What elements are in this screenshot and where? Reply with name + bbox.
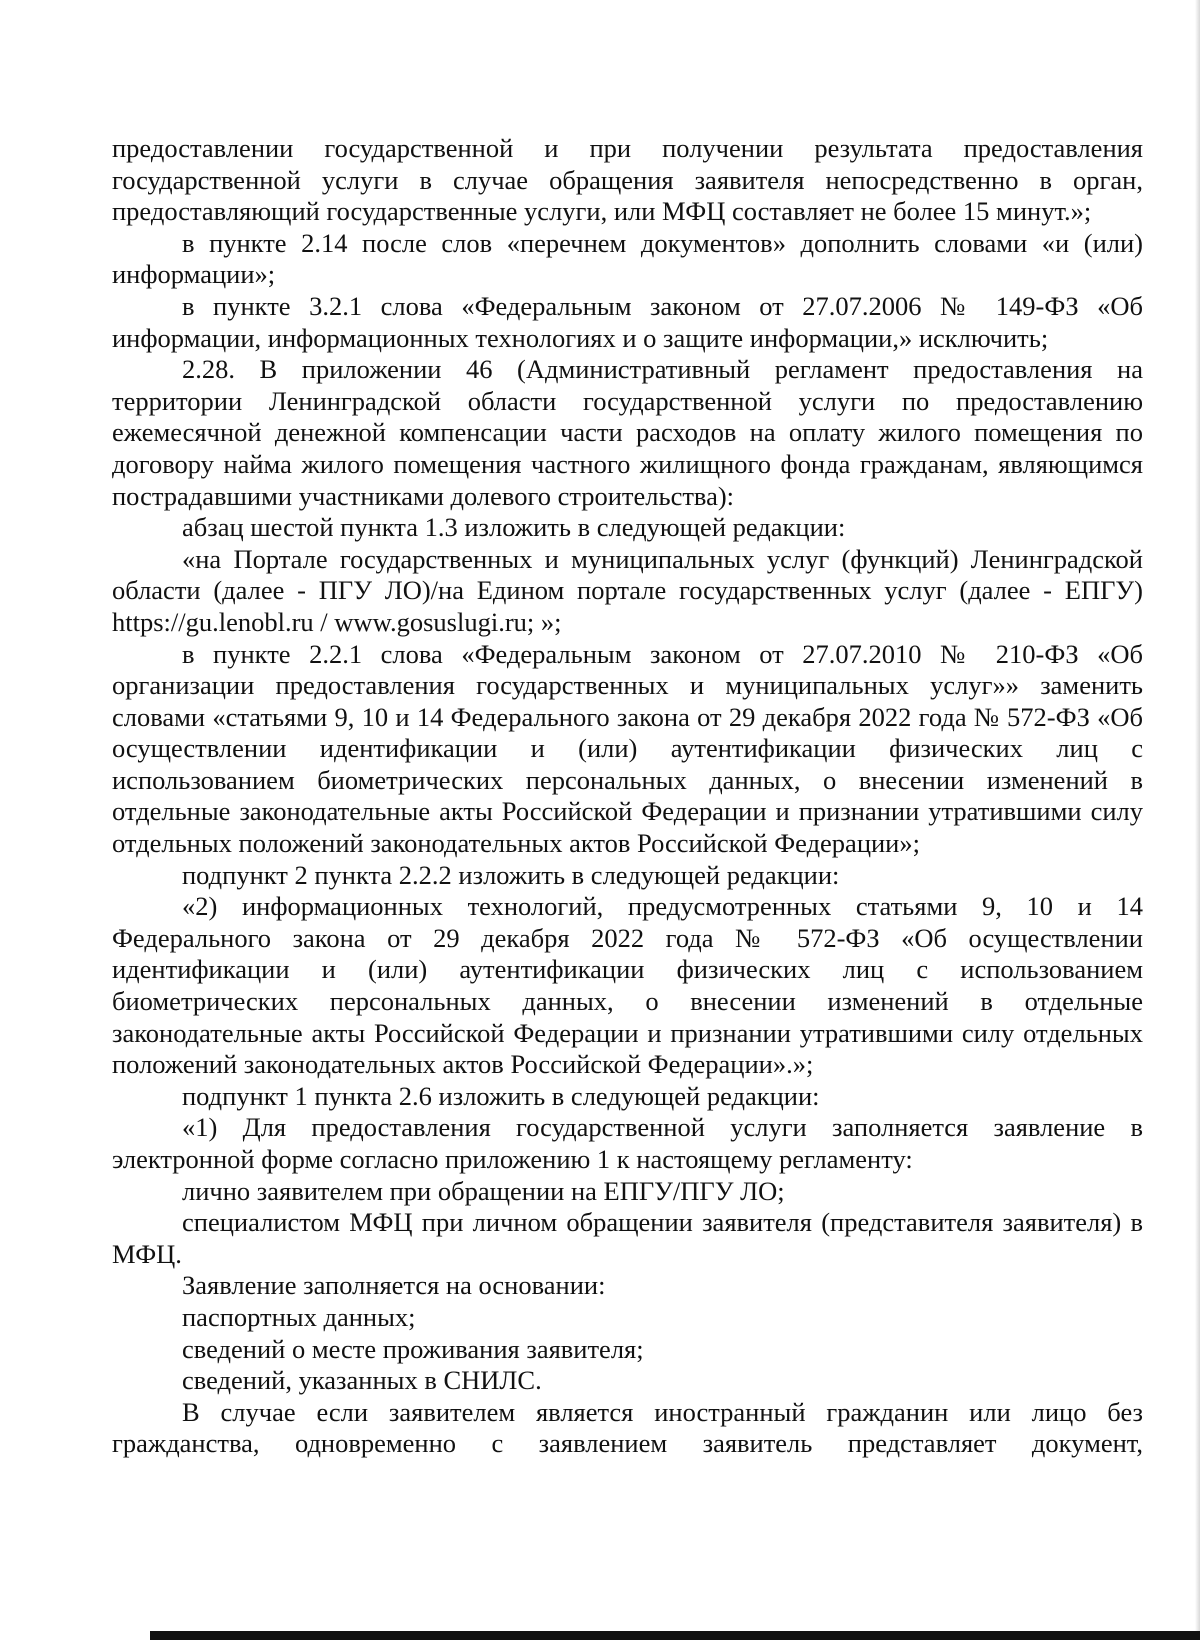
paragraph-item-2-6-text: «1) Для предоставления государственной услуги заполняется заявление в электронной форме согласно приложению 1 к настоящему регламенту: — [112, 1112, 1143, 1174]
paragraph-foreign-citizen: В случае если заявителем является иностранный гражданин или лицо без гражданства, одновременно с заявлением заявитель представляет документ, — [112, 1396, 1143, 1459]
paragraph-portal-wording: «на Портале государственных и муниципальных услуг (функций) Ленинградской области (далее - ПГУ ЛО)/на Едином портале государственных услуг (далее - ЕПГУ) https://gu.lenobl.ru / www.gosuslugi.ru; »; — [112, 543, 1143, 637]
paragraph-basis-heading: Заявление заполняется на основании: — [182, 1270, 606, 1301]
paragraph-annex-46: 2.28. В приложении 46 (Административный регламент предоставления на территории Ленинградской области государственной услуги по предоставлению ежемесячной денежной компенсации части расходов на оплату жилого помещения по договору найма жилого помещения частного жилищного фонда гражданам, являющимся пострадавшими участниками долевого строительства): — [112, 354, 1143, 511]
scan-edge-right — [1195, 0, 1200, 1640]
paragraph-basis-snils: сведений, указанных в СНИЛС. — [182, 1365, 542, 1396]
paragraph-item-2-2-1: в пункте 2.2.1 слова «Федеральным законом от 27.07.2010 № 210-ФЗ «Об организации предоставления государственных и муниципальных услуг»» заменить словами «статьями 9, 10 и 14 Федерального закона от 29 декабря 2022 года № 572-ФЗ «Об осуществлении идентификации и (или) аутентификации физических лиц с использованием биометрических персональных данных, о внесении изменений в отдельные законодательные акты Российской Федерации и признании утратившими силу отдельных положений законодательных актов Российской Федерации»; — [112, 638, 1143, 859]
paragraph-continued-time-limit: предоставлении государственной и при получении результата предоставления государственной услуги в случае обращения заявителя непосредственно в орган, предоставляющий государственные услуги, или МФЦ составляет не более 15 минут.»; — [112, 133, 1143, 227]
paragraph-item-3-2-1: в пункте 3.2.1 слова «Федеральным законом от 27.07.2006 № 149-ФЗ «Об информации, информационных технологиях и о защите информации,» исключить; — [112, 290, 1143, 353]
paragraph-item-1-3-intro: абзац шестой пункта 1.3 изложить в следующей редакции: — [182, 512, 846, 543]
scan-edge-bottom — [150, 1631, 1200, 1640]
paragraph-item-2-6-intro: подпункт 1 пункта 2.6 изложить в следующей редакции: — [182, 1080, 820, 1111]
paragraph-basis-passport: паспортных данных; — [182, 1301, 416, 1332]
document-body — [112, 133, 1143, 1460]
paragraph-list-item-mfc: специалистом МФЦ при личном обращении заявителя (представителя заявителя) в МФЦ. — [112, 1207, 1143, 1269]
paragraph-item-2-14: в пункте 2.14 после слов «перечнем документов» дополнить словами «и (или) информации»; — [112, 227, 1143, 290]
paragraph-item-2-2-2-intro: подпункт 2 пункта 2.2.2 изложить в следующей редакции: — [182, 859, 840, 890]
paragraph-basis-residence: сведений о месте проживания заявителя; — [182, 1333, 644, 1364]
paragraph-list-item-personally: лично заявителем при обращении на ЕПГУ/ПГУ ЛО; — [182, 1175, 785, 1206]
paragraph-item-2-2-2-text: «2) информационных технологий, предусмотренных статьями 9, 10 и 14 Федерального закона от 29 декабря 2022 года № 572-ФЗ «Об осуществлении идентификации и (или) аутентификации физических лиц с использованием биометрических персональных данных, о внесении изменений в отдельные законодательные акты Российской Федерации и признании утратившими силу отдельных положений законодательных актов Российской Федерации».»; — [112, 891, 1143, 1080]
